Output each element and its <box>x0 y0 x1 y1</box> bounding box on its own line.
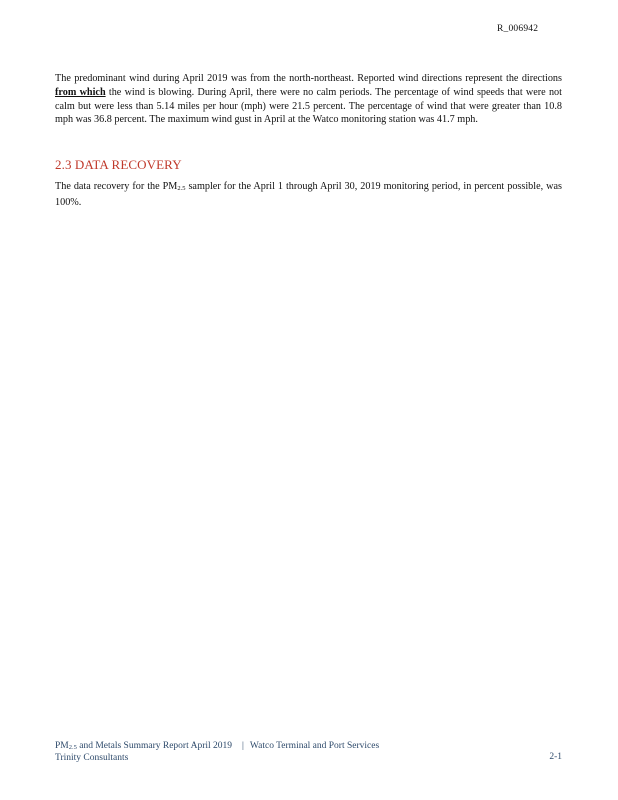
wind-text-start: The predominant wind during April 2019 was from the north-northeast. Reported wind directions represent the directions <box>55 73 562 84</box>
footer-client: Watco Terminal and Port Services <box>249 741 380 751</box>
section-heading: 2.3 DATA RECOVERY <box>55 157 182 172</box>
wind-paragraph <box>55 72 562 127</box>
bates-number: R_006942 <box>497 24 539 34</box>
footer-report-suffix: and Metals Summary Report April 2019 <box>76 741 233 751</box>
recovery-subscript: 2.5 <box>177 185 186 192</box>
recovery-text-start: The data recovery for the PM <box>55 181 178 192</box>
wind-emphasis: from which <box>55 86 106 98</box>
data-recovery-paragraph <box>55 180 562 210</box>
footer-company: Trinity Consultants <box>55 753 129 763</box>
footer-report-prefix: PM <box>55 741 69 751</box>
page-footer <box>55 741 562 764</box>
footer-report-line <box>55 741 562 753</box>
footer-report-subscript: 2.5 <box>68 744 77 751</box>
recovery-text-end: sampler for the April 1 through April 30, 2019 monitoring period, in percent possible, was 100%. <box>55 181 562 208</box>
footer-separator: | <box>242 741 244 751</box>
wind-text-end: the wind is blowing. During April, there were no calm periods. The percentage of wind speeds that were not calm but were less than 5.14 miles per hour (mph) were 21.5 percent. The percentage of wind that were greater than 10.8 mph was 36.8 percent. The maximum wind gust in April at the Watco monitoring station was 41.7 mph. <box>55 86 562 126</box>
page-number: 2-1 <box>549 752 562 762</box>
